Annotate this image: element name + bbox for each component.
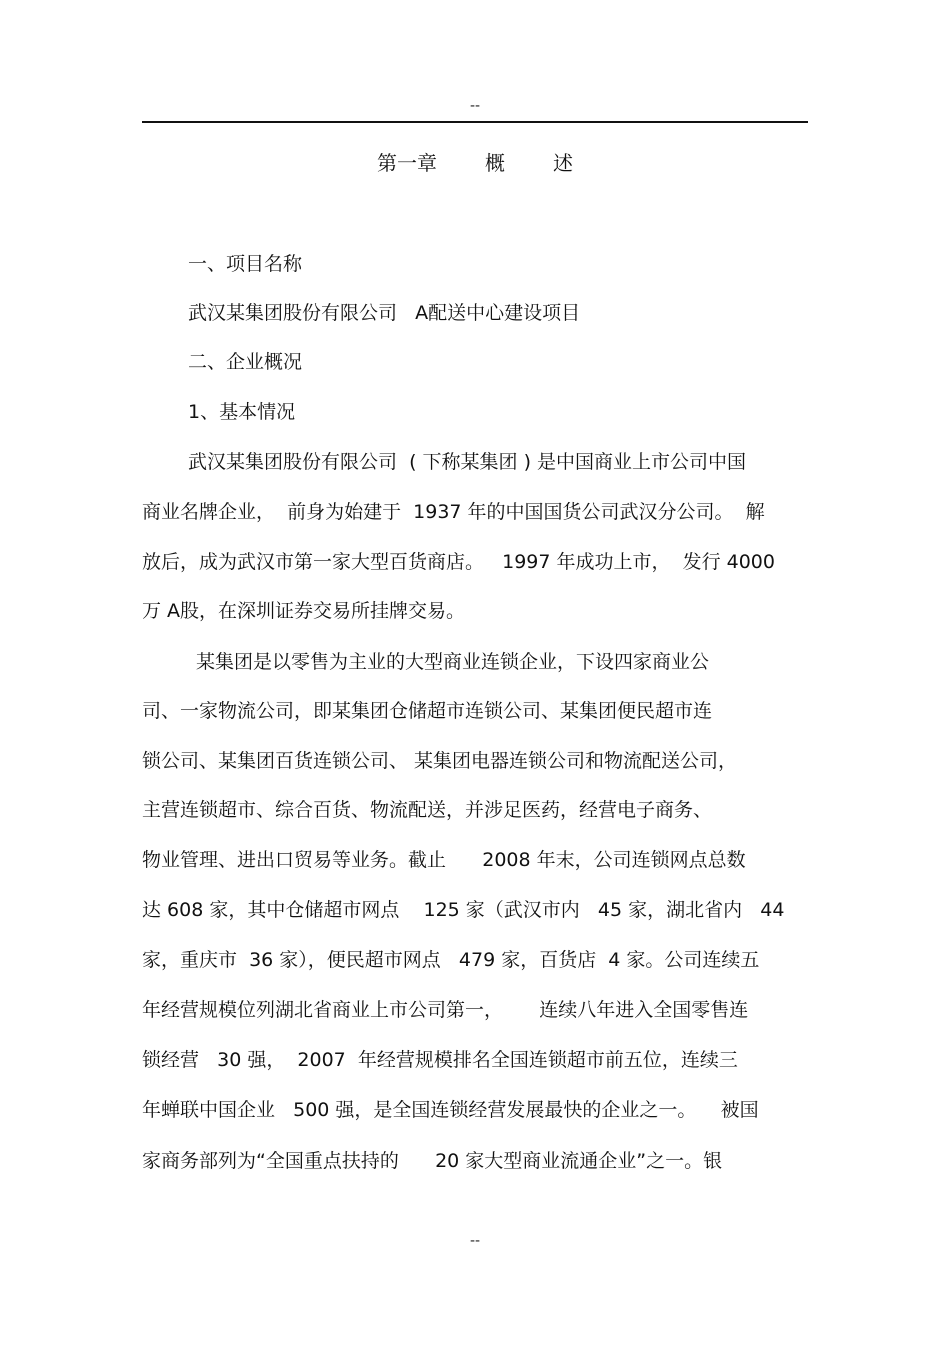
section-1-body: 武汉某集团股份有限公司 A配送中心建设项目 (188, 302, 581, 324)
chapter-title (0, 148, 950, 178)
paragraph-line: 主营连锁超市、综合百货、物流配送，并涉足医药，经营电子商务、 (142, 799, 713, 821)
paragraph-line: 某集团是以零售为主业的大型商业连锁企业，下设四家商业公 (196, 651, 710, 673)
chapter-word-1: 概 (485, 151, 505, 175)
paragraph-line: 锁经营 30 强， 2007 年经营规模排名全国连锁超市前五位，连续三 (142, 1049, 738, 1071)
paragraph-line: 商业名牌企业， 前身为始建于 1937 年的中国国货公司武汉分公司。 解 (142, 501, 765, 523)
paragraph-line: 万 A股，在深圳证券交易所挂牌交易。 (142, 600, 466, 622)
chapter-prefix: 第一章 (377, 151, 437, 175)
paragraph-line: 达 608 家，其中仓储超市网点 125 家（武汉市内 45 家，湖北省内 44 (142, 899, 785, 921)
page-header-mark: -- (469, 98, 481, 114)
paragraph-line: 年经营规模位列湖北省商业上市公司第一， 连续八年进入全国零售连 (142, 999, 749, 1021)
paragraph-line: 年蝉联中国企业 500 强，是全国连锁经营发展最快的企业之一。 被国 (142, 1099, 759, 1121)
paragraph-line: 家，重庆市 36 家），便民超市网点 479 家，百货店 4 家。公司连续五 (142, 949, 760, 971)
section-1-heading: 一、项目名称 (188, 253, 303, 275)
paragraph-line: 锁公司、某集团百货连锁公司、 某集团电器连锁公司和物流配送公司， (142, 750, 738, 772)
paragraph-line: 放后，成为武汉市第一家大型百货商店。 1997 年成功上市， 发行 4000 (142, 551, 775, 573)
paragraph-line: 家商务部列为“全国重点扶持的 20 家大型商业流通企业”之一。银 (142, 1150, 723, 1172)
paragraph-line: 武汉某集团股份有限公司 ( 下称某集团 ) 是中国商业上市公司中国 (188, 451, 747, 473)
chapter-word-2: 述 (553, 151, 573, 175)
page-footer-mark: -- (469, 1233, 481, 1249)
paragraph-line: 物业管理、进出口贸易等业务。截止 2008 年末，公司连锁网点总数 (142, 849, 746, 871)
section-2-heading: 二、企业概况 (188, 351, 303, 373)
section-2-subheading: 1、基本情况 (188, 401, 296, 423)
paragraph-line: 司、一家物流公司，即某集团仓储超市连锁公司、某集团便民超市连 (142, 700, 713, 722)
header-rule (142, 121, 808, 123)
